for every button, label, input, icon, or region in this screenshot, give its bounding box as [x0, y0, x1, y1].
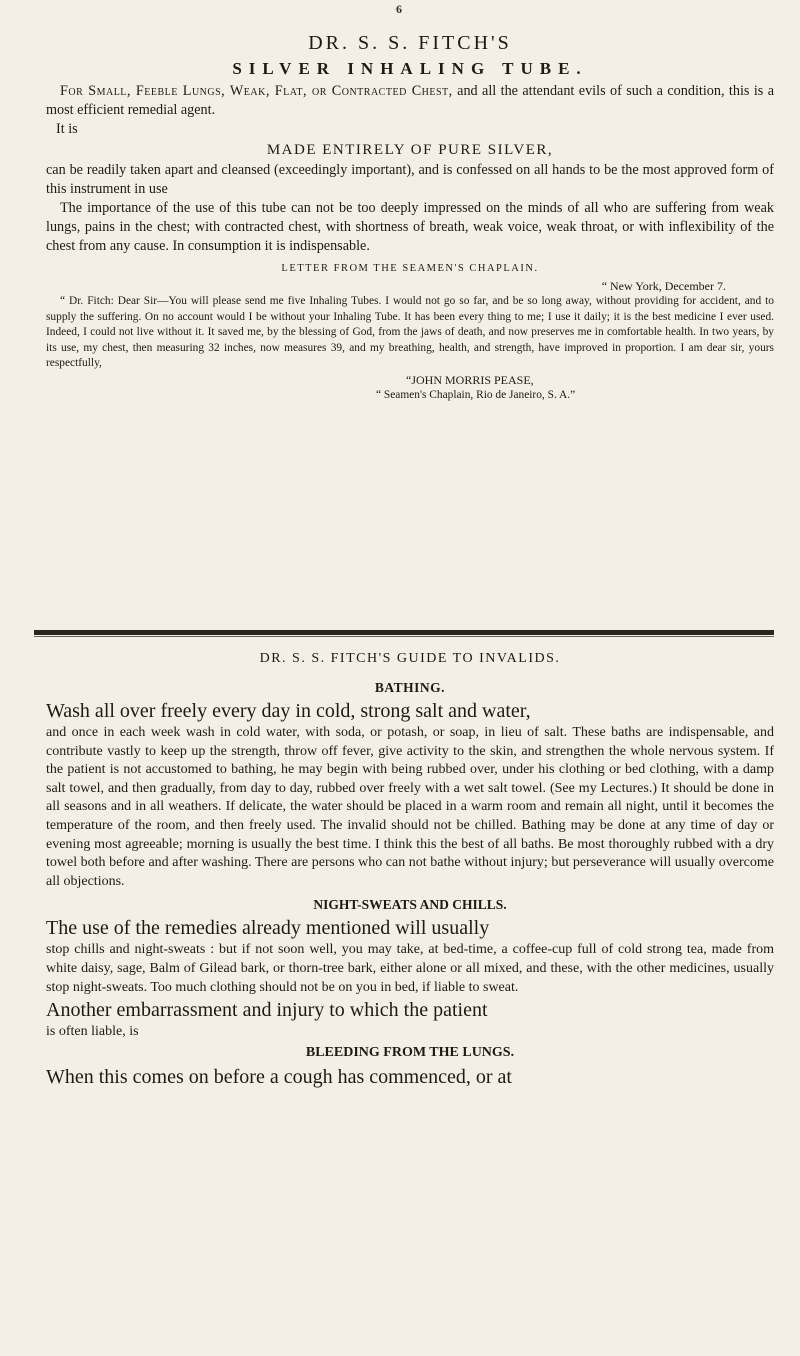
letter-signature: “JOHN MORRIS PEASE,	[406, 372, 534, 387]
intro-rest: and all the attendant evils of such a condition, this is a most efficient remedial agent.	[46, 83, 775, 118]
letter-heading: LETTER FROM THE SEAMEN'S CHAPLAIN.	[281, 263, 539, 274]
guide-heading: DR. S. S. FITCH'S GUIDE TO INVALIDS.	[259, 651, 561, 666]
letter-body: “ Dr. Fitch: Dear Sir—You will please send me five Inhaling Tubes. I would not go so far, and be so long away, without providing for accident, and to supply the suffering. On no account would I be without your Inhaling Tube. It has been every thing to me; I use it daily; it is the best medicine I ever used. Indeed, I could not live without it. It saved me, by the blessing of God, from the jaws of death, and now preserves me in comfortable health. In two years, by its use, my chest, then measuring 32 inches, now measures 39, and my breathing, health, and strength, have improved in proportion. I am dear sir, yours respectfully,	[46, 295, 774, 370]
ad-heading: DR. S. S. FITCH'S	[308, 32, 512, 54]
section-divider	[34, 630, 774, 635]
importance-paragraph: The importance of the use of this tube can not be too deeply impressed on the minds of all who are suffering from weak lungs, pains in the chest; with contracted chest, with shortness of breath, weak voice, weak throat, or with inflexibility of the chest from any cause. In consumption it is indispensable.	[46, 200, 774, 254]
it-is-text: It is	[56, 121, 78, 137]
night-sweats-paragraph: stop chills and night-sweats : but if not soon well, you may take, at bed-time, a coffee-cup full of cold strong tea, made from white daisy, sage, Balm of Gilead bark, or thorn-tree bark, either alone or all mixed, and these, with the other medicines, usually stop night-sweats. Too much clothing should not be on you in bed, if liable to sweat.	[46, 942, 774, 995]
night-sweats-heading: NIGHT-SWEATS AND CHILLS.	[313, 897, 507, 913]
bathing-lead: Wash all over freely every day in cold, strong salt and water,	[46, 700, 531, 722]
page-mark: 6	[396, 2, 402, 16]
ad-subheading: SILVER INHALING TUBE.	[232, 59, 588, 78]
advertisement-section	[46, 26, 774, 403]
letter-dateline: “ New York, December 7.	[601, 279, 726, 293]
bleeding-heading: BLEEDING FROM THE LUNGS.	[305, 1044, 515, 1060]
another-lead: Another embarrassment and injury to which the patient	[46, 999, 488, 1022]
bathing-heading: BATHING.	[374, 680, 446, 695]
made-of-heading: MADE ENTIRELY OF PURE SILVER,	[266, 142, 554, 158]
section-divider-thin	[34, 636, 774, 637]
bathing-paragraph: and once in each week wash in cold water, with soda, or potash, or soap, in lieu of salt. These baths are indispensable, and contribute vastly to keep up the strength, throw off fever, give activity to the skin, and strengthen the whole nervous system. If the patient is not accustomed to bathing, he may begin with being rubbed over, under his clothing or bed clothing, with a damp salt towel, and then gradually, from day to day, rubbed over freely with a wet salt towel. (See my Lectures.) It should be done in all seasons and in all weathers. If delicate, the water should be placed in a warm room and remain all night, until it becomes the temperature of the room, and then freely used. The invalid should not be chilled. Bathing may be done at any time of day or evening most agreeable; morning is usually the best time. I think this the best of all baths. Be most thoroughly rubbed with a dry towel both before and after washing. There are persons who can not bathe without injury; but perseverance will usually overcome all objections.	[46, 725, 774, 889]
another-text: is often liable, is	[46, 1024, 139, 1040]
letter-signature-title: “ Seamen's Chaplain, Rio de Janeiro, S. A.”	[376, 388, 576, 401]
intro-paragraph	[46, 82, 774, 120]
intro-lead: For Small, Feeble Lungs, Weak, Flat, or Contracted Chest,	[60, 83, 453, 99]
night-sweats-lead: The use of the remedies already mentioned will usually	[46, 917, 490, 940]
when-lead: When this comes on before a cough has commenced, or at	[46, 1065, 512, 1088]
made-paragraph: can be readily taken apart and cleansed (exceedingly important), and is confessed on all hands to be the most approved form of this instrument in use	[46, 162, 774, 197]
guide-section	[46, 648, 774, 1090]
